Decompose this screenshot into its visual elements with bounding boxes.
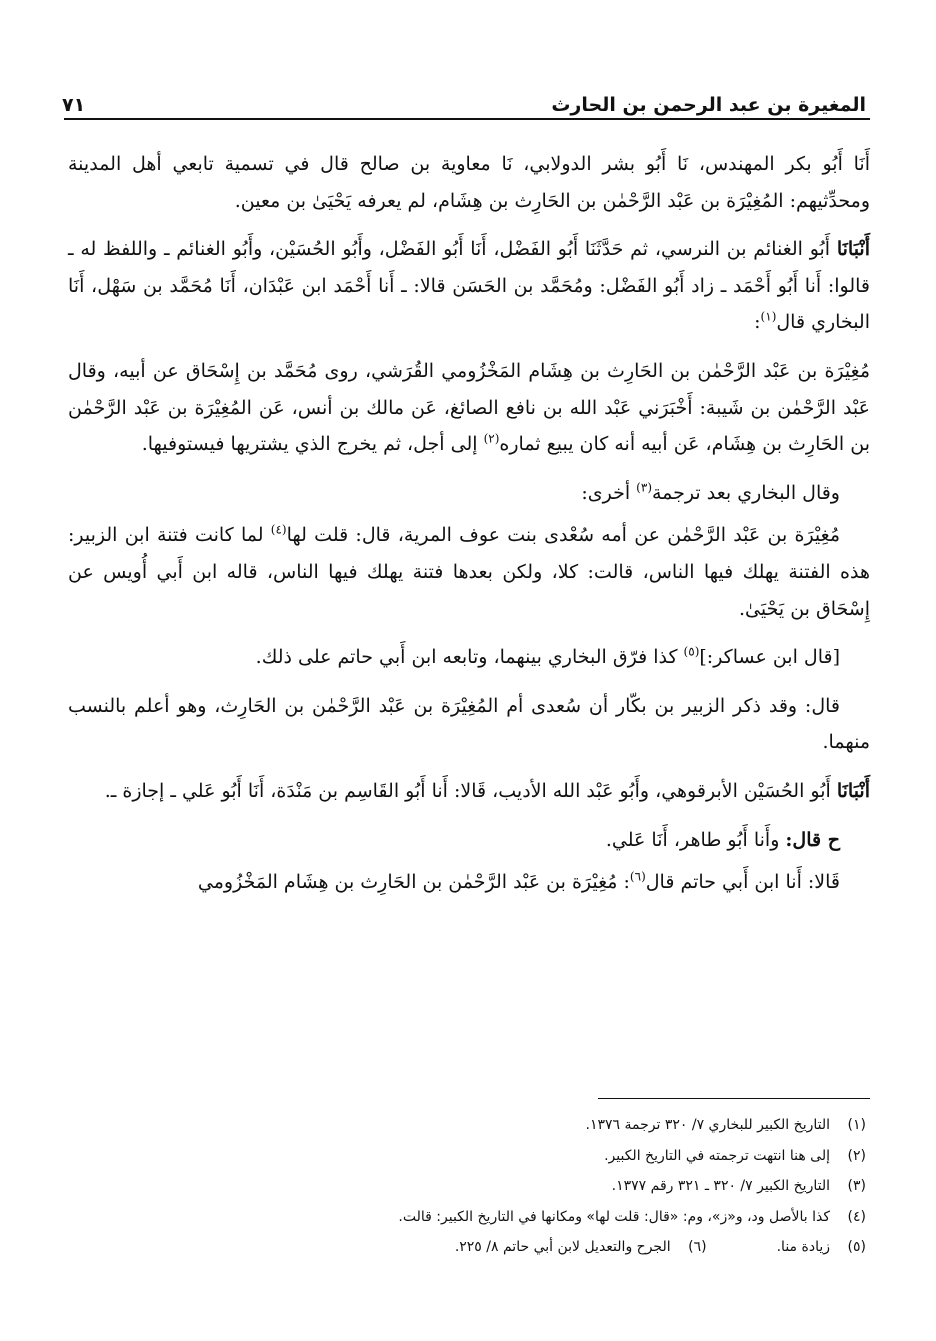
paragraph-8-keyword: أَنْبَانَا [836,779,870,802]
paragraph-2-text: أَبُو الغنائم بن النرسي، ثم حَدَّثَنَا أَبُو الفَضْل، أَنَا أَبُو الفَضْل، وأَبُو الحُسَيْن، وأَبُو الغنائم ـ واللفظ له ـ قالوا: أَنا أَبُو أَحْمَد ـ زاد أَبُو الفَضْل: ومُحَمَّد بن الحَسَن قالا: ـ أَنا أَحْمَد ابن عَبْدَان، أَنَا مُحَمَّد بن سَهْل، أَنَا البخاري قال [68,238,870,334]
footnote-text: التاريخ الكبير للبخاري ٧/ ٣٢٠ ترجمة ١٣٧٦. [585,1117,830,1133]
footnote-text: كذا بالأصل ود، و«ز»، وم: «قال: قلت لها» ومكانها في التاريخ الكبير: قالت. [398,1208,830,1225]
footnotes [160,1110,866,1263]
paragraph-10-text-b: : مُغِيْرَة بن عَبْد الرَّحْمٰن بن الحَارِث بن هِشَام المَخْزُومي [197,871,630,894]
paragraph-5 [68,517,870,627]
paragraph-4-text-b: أخرى: [581,481,637,504]
paragraph-6-text-b: كذا فرّق البخاري بينهما، وتابعه ابن أَبي حاتم على ذلك. [255,646,684,669]
paragraph-6 [68,639,870,676]
footnote-1 [160,1110,866,1141]
footnote-3 [160,1171,866,1202]
footnote-text: زيادة منا. [776,1239,830,1255]
paragraph-2-end: : [754,311,761,334]
paragraph-6-text-a: [قال ابن عساكر:] [699,646,840,669]
paragraph-1-text: أَنَا أَبُو بكر المهندس، نَا أَبُو بشر الدولابي، نَا معاوية بن صالح قال في تسمية تابعي أهل المدينة ومحدِّثيهم: المُغِيْرَة بن عَبْد الرَّحْمٰن بن الحَارِث بن هِشَام، لم يعرفه يَحْيَىٰ بن معين. [68,153,870,212]
paragraph-5-text-b: لما كانت فتنة ابن الزبير: هذه الفتنة يهلك فيها الناس، قالت: كلا، ولكن بعدها فتنة يهلك فيها الناس، قاله ابن أَبي أُويس عن إِسْحَاق بن يَحْيَىٰ. [68,524,870,620]
footnote-ref-4[interactable]: (٤) [270,523,287,538]
footnote-number: (٥) [847,1239,866,1255]
paragraph-5-text-a: مُغِيْرَة بن عَبْد الرَّحْمٰن عن أمه سُعْدى بنت عوف المرية، قال: قلت لها [286,524,841,547]
footnote-6 [455,1232,707,1263]
footnote-number: (٢) [847,1147,866,1164]
running-title: المغيرة بن عبد الرحمن بن الحارث [551,94,866,116]
paragraph-9-text: وأَنا أَبُو طاهر، أَنَا عَلي. [605,828,786,851]
paragraph-3-text-b: إلى أجل، ثم يخرج الذي يشتريها فيستوفيها. [141,433,484,456]
paragraph-7-text: قال: وقد ذكر الزبير بن بكّار أن سُعدى أم المُغِيْرَة بن عَبْد الرَّحْمٰن بن الحَارِث، وهو أعلم بالنسب منهما. [68,694,870,754]
paragraph-8-text: أَبُو الحُسَيْن الأبرقوهي، وأَبُو عَبْد الله الأديب، قَالا: أَنا أَبُو القَاسِم بن مَنْدَة، أَنَا أَبُو عَلي ـ إجازة ـ. [104,779,837,802]
paragraph-1 [68,146,870,219]
footnote-2 [160,1141,866,1172]
footnote-number: (١) [847,1117,866,1133]
paragraph-3 [68,353,870,463]
page-number: ٧١ [62,94,86,116]
paragraph-3-text-a: مُغِيْرَة بن عَبْد الرَّحْمٰن بن الحَارِث بن هِشَام المَخْزُومي القُرَشي، روى مُحَمَّد بن إِسْحَاق عن أبيه، وقال عَبْد الرَّحْمٰن بن شَيبة: أَخْبَرَني عَبْد الله بن نافع الصائغ، عَن مالك بن أنس، عَن المُغِيْرَة بن عَبْد الرَّحْمٰن بن الحَارِث بن هِشَام، عَن أبيه أنه كان يبيع ثماره [68,359,870,456]
footnote-number: (٣) [847,1178,866,1194]
footnote-ref-6[interactable]: (٦) [629,869,646,884]
footnote-row-5-6 [160,1232,866,1263]
paragraph-7 [68,688,870,761]
paragraph-4 [68,475,870,512]
paragraph-9 [68,822,870,859]
paragraph-10 [68,864,870,901]
paragraph-2 [68,231,870,341]
footnote-text: إلى هنا انتهت ترجمته في التاريخ الكبير. [604,1147,830,1164]
footnote-number: (٦) [688,1239,707,1255]
footnote-text: التاريخ الكبير ٧/ ٣٢٠ ـ ٣٢١ رقم ١٣٧٧. [611,1178,830,1194]
footnote-ref-1[interactable]: (١) [760,310,777,325]
footnote-text: الجرح والتعديل لابن أبي حاتم ٨/ ٢٢٥. [454,1239,671,1255]
main-text [68,146,870,913]
footnote-5 [777,1232,866,1263]
paragraph-10-text-a: قَالا: أَنا ابن أَبي حاتم قال [645,871,840,894]
footnote-number: (٤) [847,1208,866,1225]
paragraph-9-keyword: ح قال: [785,828,840,851]
footnote-rule [598,1098,870,1099]
paragraph-2-keyword: أَنْبَانَا [836,238,870,261]
header-rule [64,118,870,120]
footnote-ref-5[interactable]: (٥) [683,644,700,659]
paragraph-4-text-a: وقال البخاري بعد ترجمة [652,481,840,504]
running-header [62,82,866,116]
footnote-ref-3[interactable]: (٣) [636,480,652,495]
paragraph-8 [68,773,870,810]
footnote-4 [160,1202,866,1233]
footnote-ref-2[interactable]: (٢) [483,431,500,446]
